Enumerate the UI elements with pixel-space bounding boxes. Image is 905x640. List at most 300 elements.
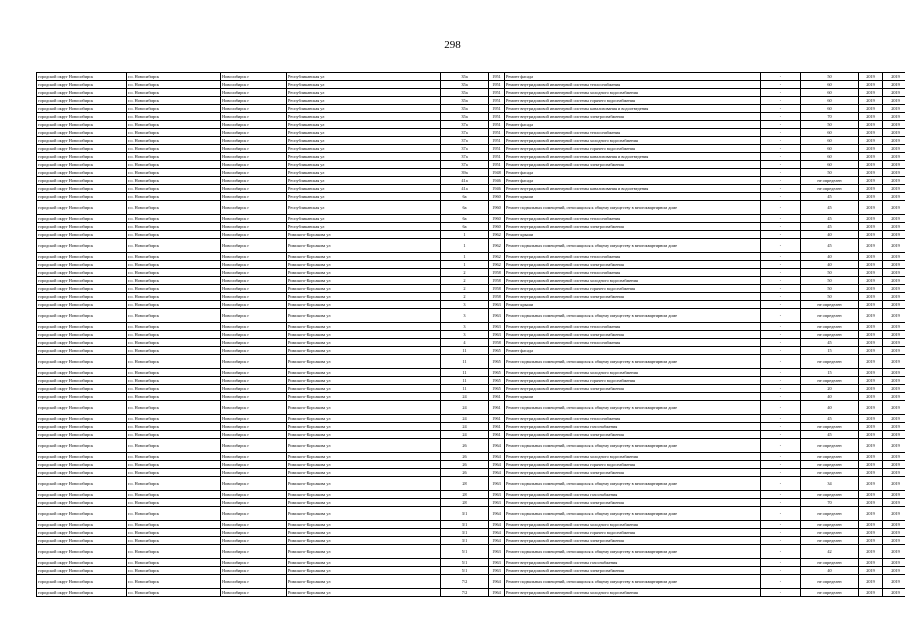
cell-city: Новосибирск г bbox=[221, 469, 287, 477]
cell-year-start: 2019 bbox=[859, 97, 883, 105]
cell-city: Новосибирск г bbox=[221, 589, 287, 597]
cell-city: Новосибирск г bbox=[221, 347, 287, 355]
cell-dash: - bbox=[761, 269, 801, 277]
cell-house: 24 bbox=[441, 423, 489, 431]
cell-year-end: 2019 bbox=[883, 521, 905, 529]
table-row bbox=[37, 145, 905, 153]
cell-locality: г.о. Новосибирск bbox=[127, 215, 221, 223]
cell-year: 1965 bbox=[489, 385, 505, 393]
table-row bbox=[37, 261, 905, 269]
cell-year-end: 2019 bbox=[883, 185, 905, 193]
cell-value: не определен bbox=[801, 461, 859, 469]
cell-city: Новосибирск г bbox=[221, 105, 287, 113]
cell-house: 2 bbox=[441, 285, 489, 293]
cell-year-end: 2019 bbox=[883, 113, 905, 121]
cell-work: Ремонт внутридомовой инженерной системы холодного водоснабжения bbox=[505, 89, 761, 97]
cell-year-end: 2019 bbox=[883, 355, 905, 369]
cell-work: Ремонт внутридомовой инженерной системы теплоснабжения bbox=[505, 215, 761, 223]
cell-city: Новосибирск г bbox=[221, 193, 287, 201]
cell-year-end: 2019 bbox=[883, 73, 905, 81]
cell-value: 45 bbox=[801, 239, 859, 253]
cell-value: 34 bbox=[801, 477, 859, 491]
cell-locality: г.о. Новосибирск bbox=[127, 253, 221, 261]
cell-year: 1964 bbox=[489, 589, 505, 597]
cell-house: 28 bbox=[441, 491, 489, 499]
cell-year-start: 2019 bbox=[859, 193, 883, 201]
cell-locality: г.о. Новосибирск bbox=[127, 113, 221, 121]
cell-dash: - bbox=[761, 193, 801, 201]
cell-locality: г.о. Новосибирск bbox=[127, 589, 221, 597]
cell-dash: - bbox=[761, 537, 801, 545]
cell-dash: - bbox=[761, 559, 801, 567]
cell-year-end: 2019 bbox=[883, 201, 905, 215]
cell-year-end: 2019 bbox=[883, 261, 905, 269]
cell-house: 37а bbox=[441, 153, 489, 161]
table-row bbox=[37, 161, 905, 169]
cell-region: городской округ Новосибирск bbox=[37, 137, 127, 145]
cell-value: 40 bbox=[801, 231, 859, 239]
cell-year-end: 2019 bbox=[883, 269, 905, 277]
cell-work: Ремонт внутридомовой инженерной системы горячего водоснабжения bbox=[505, 285, 761, 293]
cell-house: 1 bbox=[441, 231, 489, 239]
cell-locality: г.о. Новосибирск bbox=[127, 301, 221, 309]
cell-value: 45 bbox=[801, 431, 859, 439]
cell-locality: г.о. Новосибирск bbox=[127, 89, 221, 97]
cell-work: Ремонт внутридомовой инженерной системы канализования и водоотведения bbox=[505, 153, 761, 161]
cell-region: городской округ Новосибирск bbox=[37, 453, 127, 461]
cell-year-start: 2019 bbox=[859, 491, 883, 499]
cell-locality: г.о. Новосибирск bbox=[127, 177, 221, 185]
cell-year: 1951 bbox=[489, 73, 505, 81]
cell-year-end: 2019 bbox=[883, 401, 905, 415]
cell-year: 1961 bbox=[489, 415, 505, 423]
cell-value: не определен bbox=[801, 185, 859, 193]
cell-year-end: 2019 bbox=[883, 81, 905, 89]
cell-year: 1960 bbox=[489, 215, 505, 223]
table-row bbox=[37, 113, 905, 121]
cell-locality: г.о. Новосибирск bbox=[127, 369, 221, 377]
table-row bbox=[37, 385, 905, 393]
cell-street: Римского-Корсакова ул bbox=[287, 277, 441, 285]
cell-value: не определен bbox=[801, 355, 859, 369]
cell-house: 3 bbox=[441, 309, 489, 323]
cell-value: не определен bbox=[801, 323, 859, 331]
cell-year: 1963 bbox=[489, 491, 505, 499]
cell-dash: - bbox=[761, 201, 801, 215]
table-row bbox=[37, 97, 905, 105]
cell-region: городской округ Новосибирск bbox=[37, 377, 127, 385]
table-row bbox=[37, 177, 905, 185]
cell-street: Римского-Корсакова ул bbox=[287, 559, 441, 567]
table-row bbox=[37, 521, 905, 529]
cell-street: Римского-Корсакова ул bbox=[287, 293, 441, 301]
cell-dash: - bbox=[761, 73, 801, 81]
cell-work: Ремонт внутридомовой инженерной системы холодного водоснабжения bbox=[505, 521, 761, 529]
cell-city: Новосибирск г bbox=[221, 97, 287, 105]
cell-work: Ремонт крыши bbox=[505, 193, 761, 201]
cell-locality: г.о. Новосибирск bbox=[127, 185, 221, 193]
cell-work: Ремонт внутридомовой инженерной системы электроснабжения bbox=[505, 385, 761, 393]
cell-year-start: 2019 bbox=[859, 575, 883, 589]
cell-region: городской округ Новосибирск bbox=[37, 469, 127, 477]
cell-city: Новосибирск г bbox=[221, 529, 287, 537]
cell-street: Республиканская ул bbox=[287, 73, 441, 81]
table-row bbox=[37, 339, 905, 347]
cell-street: Римского-Корсакова ул bbox=[287, 537, 441, 545]
cell-work: Ремонт внутридомовой инженерной системы горячего водоснабжения bbox=[505, 97, 761, 105]
cell-city: Новосибирск г bbox=[221, 559, 287, 567]
cell-year-start: 2019 bbox=[859, 439, 883, 453]
cell-dash: - bbox=[761, 355, 801, 369]
cell-street: Республиканская ул bbox=[287, 137, 441, 145]
cell-house: 11 bbox=[441, 347, 489, 355]
cell-value: 45 bbox=[801, 339, 859, 347]
cell-region: городской округ Новосибирск bbox=[37, 277, 127, 285]
cell-region: городской округ Новосибирск bbox=[37, 309, 127, 323]
table-row bbox=[37, 355, 905, 369]
cell-year-start: 2019 bbox=[859, 129, 883, 137]
cell-value: не определен bbox=[801, 491, 859, 499]
cell-value: 60 bbox=[801, 89, 859, 97]
cell-street: Римского-Корсакова ул bbox=[287, 423, 441, 431]
cell-year-end: 2019 bbox=[883, 453, 905, 461]
cell-city: Новосибирск г bbox=[221, 231, 287, 239]
cell-dash: - bbox=[761, 393, 801, 401]
cell-street: Республиканская ул bbox=[287, 223, 441, 231]
cell-dash: - bbox=[761, 575, 801, 589]
table-row bbox=[37, 301, 905, 309]
cell-locality: г.о. Новосибирск bbox=[127, 439, 221, 453]
table-row bbox=[37, 285, 905, 293]
cell-city: Новосибирск г bbox=[221, 239, 287, 253]
cell-year-start: 2019 bbox=[859, 309, 883, 323]
cell-work: Ремонт крыши bbox=[505, 393, 761, 401]
cell-dash: - bbox=[761, 377, 801, 385]
cell-year-start: 2019 bbox=[859, 423, 883, 431]
cell-street: Римского-Корсакова ул bbox=[287, 545, 441, 559]
cell-street: Римского-Корсакова ул bbox=[287, 269, 441, 277]
table-row bbox=[37, 293, 905, 301]
cell-region: городской округ Новосибирск bbox=[37, 193, 127, 201]
cell-year: 1958 bbox=[489, 339, 505, 347]
cell-locality: г.о. Новосибирск bbox=[127, 331, 221, 339]
table-row bbox=[37, 129, 905, 137]
cell-locality: г.о. Новосибирск bbox=[127, 529, 221, 537]
cell-house: 11 bbox=[441, 355, 489, 369]
cell-year: 1958 bbox=[489, 293, 505, 301]
cell-year: 1951 bbox=[489, 153, 505, 161]
table-row bbox=[37, 331, 905, 339]
cell-year-end: 2019 bbox=[883, 293, 905, 301]
cell-dash: - bbox=[761, 185, 801, 193]
cell-house: 3 bbox=[441, 323, 489, 331]
cell-city: Новосибирск г bbox=[221, 355, 287, 369]
table-row bbox=[37, 567, 905, 575]
cell-year-start: 2019 bbox=[859, 231, 883, 239]
cell-region: городской округ Новосибирск bbox=[37, 113, 127, 121]
table-row bbox=[37, 529, 905, 537]
cell-house: 39а bbox=[441, 169, 489, 177]
cell-city: Новосибирск г bbox=[221, 401, 287, 415]
cell-street: Римского-Корсакова ул bbox=[287, 355, 441, 369]
cell-year-start: 2019 bbox=[859, 323, 883, 331]
cell-house: 2 bbox=[441, 269, 489, 277]
cell-region: городской округ Новосибирск bbox=[37, 261, 127, 269]
cell-year: 1964 bbox=[489, 575, 505, 589]
cell-year: 1963 bbox=[489, 301, 505, 309]
cell-year-start: 2019 bbox=[859, 161, 883, 169]
table-row bbox=[37, 231, 905, 239]
cell-year-end: 2019 bbox=[883, 369, 905, 377]
cell-year-start: 2019 bbox=[859, 339, 883, 347]
cell-work: Ремонт внутридомовой инженерной системы электроснабжения bbox=[505, 113, 761, 121]
cell-house: 3/1 bbox=[441, 529, 489, 537]
cell-street: Римского-Корсакова ул bbox=[287, 369, 441, 377]
capital-repair-table bbox=[36, 72, 905, 597]
cell-locality: г.о. Новосибирск bbox=[127, 73, 221, 81]
cell-region: городской округ Новосибирск bbox=[37, 105, 127, 113]
cell-year: 1958 bbox=[489, 277, 505, 285]
cell-dash: - bbox=[761, 81, 801, 89]
cell-dash: - bbox=[761, 331, 801, 339]
cell-street: Римского-Корсакова ул bbox=[287, 453, 441, 461]
cell-work: Ремонт внутридомовой инженерной системы электроснабжения bbox=[505, 431, 761, 439]
table-row bbox=[37, 121, 905, 129]
cell-locality: г.о. Новосибирск bbox=[127, 385, 221, 393]
table-row bbox=[37, 369, 905, 377]
cell-region: городской округ Новосибирск bbox=[37, 145, 127, 153]
cell-year: 1951 bbox=[489, 137, 505, 145]
table-row bbox=[37, 377, 905, 385]
cell-street: Римского-Корсакова ул bbox=[287, 469, 441, 477]
cell-street: Римского-Корсакова ул bbox=[287, 323, 441, 331]
cell-dash: - bbox=[761, 97, 801, 105]
table-row bbox=[37, 215, 905, 223]
cell-value: не определен bbox=[801, 177, 859, 185]
cell-street: Республиканская ул bbox=[287, 169, 441, 177]
cell-dash: - bbox=[761, 461, 801, 469]
cell-year-end: 2019 bbox=[883, 347, 905, 355]
cell-city: Новосибирск г bbox=[221, 277, 287, 285]
cell-dash: - bbox=[761, 589, 801, 597]
cell-work: Ремонт внутридомовой инженерной системы холодного водоснабжения bbox=[505, 453, 761, 461]
cell-year: 1963 bbox=[489, 499, 505, 507]
cell-year-end: 2019 bbox=[883, 385, 905, 393]
table-row bbox=[37, 105, 905, 113]
cell-value: 40 bbox=[801, 401, 859, 415]
cell-year: 1962 bbox=[489, 261, 505, 269]
cell-house: 37а bbox=[441, 121, 489, 129]
cell-region: городской округ Новосибирск bbox=[37, 161, 127, 169]
cell-value: 60 bbox=[801, 97, 859, 105]
cell-year: 1965 bbox=[489, 355, 505, 369]
cell-year: 1961 bbox=[489, 401, 505, 415]
cell-value: 60 bbox=[801, 105, 859, 113]
cell-house: 7/2 bbox=[441, 575, 489, 589]
cell-year-start: 2019 bbox=[859, 73, 883, 81]
cell-year-end: 2019 bbox=[883, 431, 905, 439]
cell-year-end: 2019 bbox=[883, 477, 905, 491]
table-row bbox=[37, 545, 905, 559]
table-row bbox=[37, 499, 905, 507]
cell-year-start: 2019 bbox=[859, 477, 883, 491]
cell-house: 5/1 bbox=[441, 567, 489, 575]
cell-house: 1 bbox=[441, 253, 489, 261]
cell-dash: - bbox=[761, 177, 801, 185]
cell-year-end: 2019 bbox=[883, 529, 905, 537]
cell-year-start: 2019 bbox=[859, 461, 883, 469]
cell-house: 3/1 bbox=[441, 507, 489, 521]
cell-year-end: 2019 bbox=[883, 461, 905, 469]
cell-region: городской округ Новосибирск bbox=[37, 239, 127, 253]
cell-value: 45 bbox=[801, 193, 859, 201]
cell-region: городской округ Новосибирск bbox=[37, 567, 127, 575]
cell-work: Ремонт внутридомовой инженерной системы холодного водоснабжения bbox=[505, 369, 761, 377]
cell-locality: г.о. Новосибирск bbox=[127, 223, 221, 231]
cell-year-start: 2019 bbox=[859, 355, 883, 369]
cell-year-end: 2019 bbox=[883, 105, 905, 113]
cell-work: Ремонт внутридомовой инженерной системы теплоснабжения bbox=[505, 81, 761, 89]
cell-value: 45 bbox=[801, 201, 859, 215]
cell-value: 20 bbox=[801, 385, 859, 393]
table-row bbox=[37, 323, 905, 331]
cell-dash: - bbox=[761, 453, 801, 461]
cell-region: городской округ Новосибирск bbox=[37, 201, 127, 215]
cell-value: не определен bbox=[801, 469, 859, 477]
cell-year-start: 2019 bbox=[859, 385, 883, 393]
cell-house: 26 bbox=[441, 453, 489, 461]
cell-dash: - bbox=[761, 121, 801, 129]
cell-region: городской округ Новосибирск bbox=[37, 339, 127, 347]
table-row bbox=[37, 277, 905, 285]
cell-year: 1963 bbox=[489, 323, 505, 331]
cell-year-start: 2019 bbox=[859, 137, 883, 145]
cell-work: Ремонт внутридомовой инженерной системы электроснабжения bbox=[505, 537, 761, 545]
cell-dash: - bbox=[761, 285, 801, 293]
cell-house: 3 bbox=[441, 301, 489, 309]
cell-locality: г.о. Новосибирск bbox=[127, 121, 221, 129]
cell-year-start: 2019 bbox=[859, 293, 883, 301]
cell-year: 1960 bbox=[489, 223, 505, 231]
table-row bbox=[37, 559, 905, 567]
cell-dash: - bbox=[761, 339, 801, 347]
cell-value: не определен bbox=[801, 423, 859, 431]
cell-region: городской округ Новосибирск bbox=[37, 81, 127, 89]
cell-street: Республиканская ул bbox=[287, 105, 441, 113]
cell-year-start: 2019 bbox=[859, 529, 883, 537]
cell-city: Новосибирск г bbox=[221, 545, 287, 559]
cell-locality: г.о. Новосибирск bbox=[127, 355, 221, 369]
cell-region: городской округ Новосибирск bbox=[37, 293, 127, 301]
cell-locality: г.о. Новосибирск bbox=[127, 261, 221, 269]
cell-dash: - bbox=[761, 153, 801, 161]
cell-dash: - bbox=[761, 215, 801, 223]
cell-city: Новосибирск г bbox=[221, 169, 287, 177]
cell-work: Ремонт внутридомовой инженерной системы горячего водоснабжения bbox=[505, 377, 761, 385]
cell-year-start: 2019 bbox=[859, 105, 883, 113]
cell-year-end: 2019 bbox=[883, 439, 905, 453]
cell-year: 1963 bbox=[489, 567, 505, 575]
cell-year: 1960 bbox=[489, 193, 505, 201]
cell-region: городской округ Новосибирск bbox=[37, 89, 127, 97]
cell-year-end: 2019 bbox=[883, 285, 905, 293]
table-body bbox=[37, 73, 905, 597]
cell-city: Новосибирск г bbox=[221, 339, 287, 347]
cell-value: 40 bbox=[801, 261, 859, 269]
cell-work: Ремонт внутридомовой инженерной системы холодного водоснабжения bbox=[505, 277, 761, 285]
cell-year: 1948 bbox=[489, 169, 505, 177]
cell-dash: - bbox=[761, 469, 801, 477]
cell-value: не определен bbox=[801, 301, 859, 309]
cell-street: Римского-Корсакова ул bbox=[287, 261, 441, 269]
cell-region: городской округ Новосибирск bbox=[37, 537, 127, 545]
cell-house: 4 bbox=[441, 339, 489, 347]
table-row bbox=[37, 423, 905, 431]
cell-region: городской округ Новосибирск bbox=[37, 477, 127, 491]
cell-dash: - bbox=[761, 169, 801, 177]
cell-street: Римского-Корсакова ул bbox=[287, 339, 441, 347]
cell-locality: г.о. Новосибирск bbox=[127, 105, 221, 113]
cell-year: 1951 bbox=[489, 113, 505, 121]
cell-region: городской округ Новосибирск bbox=[37, 253, 127, 261]
cell-work: Ремонт внутридомовой инженерной системы электроснабжения bbox=[505, 223, 761, 231]
cell-value: 50 bbox=[801, 169, 859, 177]
cell-locality: г.о. Новосибирск bbox=[127, 499, 221, 507]
cell-year-start: 2019 bbox=[859, 215, 883, 223]
cell-house: 26 bbox=[441, 469, 489, 477]
cell-year: 1961 bbox=[489, 431, 505, 439]
cell-house: 26 bbox=[441, 439, 489, 453]
cell-street: Римского-Корсакова ул bbox=[287, 393, 441, 401]
cell-street: Республиканская ул bbox=[287, 193, 441, 201]
cell-house: 28 bbox=[441, 477, 489, 491]
cell-house: 6а bbox=[441, 193, 489, 201]
cell-dash: - bbox=[761, 431, 801, 439]
cell-value: 50 bbox=[801, 277, 859, 285]
cell-locality: г.о. Новосибирск bbox=[127, 423, 221, 431]
cell-street: Республиканская ул bbox=[287, 177, 441, 185]
table-row bbox=[37, 201, 905, 215]
cell-value: 50 bbox=[801, 285, 859, 293]
cell-year-start: 2019 bbox=[859, 415, 883, 423]
cell-work: Ремонт внутридомовой инженерной системы теплоснабжения bbox=[505, 323, 761, 331]
cell-city: Новосибирск г bbox=[221, 423, 287, 431]
cell-year-start: 2019 bbox=[859, 177, 883, 185]
cell-city: Новосибирск г bbox=[221, 575, 287, 589]
cell-city: Новосибирск г bbox=[221, 269, 287, 277]
cell-house: 2 bbox=[441, 277, 489, 285]
table-row bbox=[37, 401, 905, 415]
cell-work: Ремонт внутридомовой инженерной системы канализования и водоотведения bbox=[505, 105, 761, 113]
cell-city: Новосибирск г bbox=[221, 285, 287, 293]
cell-region: городской округ Новосибирск bbox=[37, 393, 127, 401]
cell-locality: г.о. Новосибирск bbox=[127, 507, 221, 521]
cell-street: Республиканская ул bbox=[287, 89, 441, 97]
cell-year: 1946 bbox=[489, 185, 505, 193]
cell-city: Новосибирск г bbox=[221, 261, 287, 269]
cell-locality: г.о. Новосибирск bbox=[127, 137, 221, 145]
cell-locality: г.о. Новосибирск bbox=[127, 293, 221, 301]
cell-city: Новосибирск г bbox=[221, 431, 287, 439]
cell-work: Ремонт внутридомовой инженерной системы холодного водоснабжения bbox=[505, 589, 761, 597]
cell-dash: - bbox=[761, 301, 801, 309]
cell-city: Новосибирск г bbox=[221, 201, 287, 215]
cell-region: городской округ Новосибирск bbox=[37, 223, 127, 231]
cell-city: Новосибирск г bbox=[221, 137, 287, 145]
cell-region: городской округ Новосибирск bbox=[37, 73, 127, 81]
cell-dash: - bbox=[761, 385, 801, 393]
cell-year-end: 2019 bbox=[883, 145, 905, 153]
